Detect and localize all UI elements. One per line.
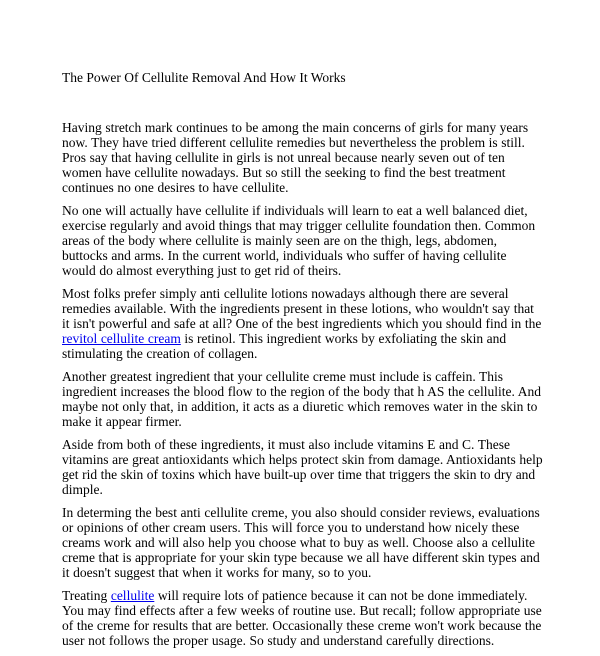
paragraph-text: In determing the best anti cellulite creme, you also should consider reviews, evaluations or opinions of other cream users. This will force you to understand how nicely these creams work and will also help you choose what to buy as well. Choose also a cellulite creme that is appropriate for your skin type because we all have different skin types and it doesn't suggest that when it works for many, so to you. bbox=[62, 505, 540, 580]
paragraph bbox=[62, 437, 543, 497]
document-content bbox=[62, 70, 543, 656]
paragraph-text: No one will actually have cellulite if individuals will learn to eat a well balanced diet, exercise regularly and avoid things that may trigger cellulite foundation then. Common areas of the body where cellulite is mainly seen are on the thigh, legs, abdomen, buttocks and arms. In the current world, individuals who suffer of having cellulite would do almost everything just to get rid of theirs. bbox=[62, 203, 536, 278]
paragraph bbox=[62, 120, 543, 195]
paragraph-text: Having stretch mark continues to be among the main concerns of girls for many years now. They have tried different cellulite remedies but nevertheless the problem is still. Pros say that having cellulite in girls is not unreal because nearly seven out of ten women have cellulite nowadays. But so still the seeking to find the best treatment continues no one desires to have cellulite. bbox=[62, 120, 529, 195]
inline-link[interactable]: revitol cellulite cream bbox=[62, 331, 181, 346]
document-title: The Power Of Cellulite Removal And How It Works bbox=[62, 70, 346, 85]
paragraph bbox=[62, 588, 543, 648]
paragraph-text: Aside from both of these ingredients, it must also include vitamins E and C. These vitamins are great antioxidants which helps protect skin from damage. Antioxidants help get rid the skin of toxins which have built-up over time that triggers the skin to dry and dimple. bbox=[62, 437, 543, 497]
document-body bbox=[62, 120, 543, 648]
paragraph-text: will require lots of patience because it can not be done immediately. You may find effects after a few weeks of routine use. But recall; follow appropriate use of the creme for results that are better. Occasionally these creme won't work because the user not follows the proper usage. So study and understand carefully directions. bbox=[62, 588, 542, 648]
paragraph-text: Treating bbox=[62, 588, 111, 603]
paragraph bbox=[62, 505, 543, 580]
paragraph-text: is retinol. This ingredient works by exfoliating the skin and stimulating the creation of collagen. bbox=[62, 331, 507, 361]
paragraph bbox=[62, 203, 543, 278]
paragraph bbox=[62, 369, 543, 429]
paragraph-text: Most folks prefer simply anti cellulite lotions nowadays although there are several remedies available. With the ingredients present in these lotions, who wouldn't say that it isn't powerful and safe at all? One of the best ingredients which you should find in the bbox=[62, 286, 542, 331]
paragraph bbox=[62, 286, 543, 361]
inline-link[interactable]: cellulite bbox=[110, 588, 155, 603]
paragraph-text: Another greatest ingredient that your cellulite creme must include is caffein. This ingredient increases the blood flow to the region of the body that h AS the cellulite. And maybe not only that, in addition, it acts as a diuretic which removes water in the skin to make it appear firmer. bbox=[62, 369, 541, 429]
